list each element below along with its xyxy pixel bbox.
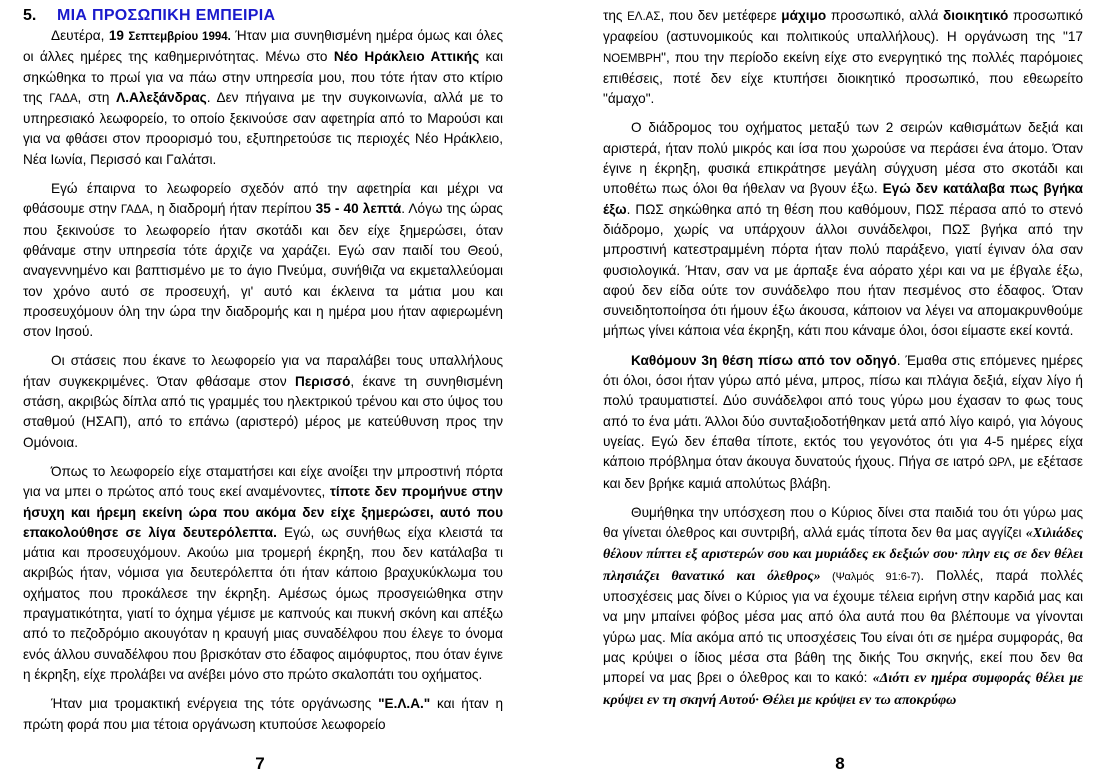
chapter-title: ΜΙΑ ΠΡΟΣΩΠΙΚΗ ΕΜΠΕΙΡΙΑ bbox=[57, 7, 276, 24]
paragraph: Όπως το λεωφορείο είχε σταματήσει και είχε ανοίξει την μπροστινή πόρτα για να μπει ο πρώτος από τους εκεί αναμένοντες, τίποτε δεν προμήνυε στην ήσυχη και ήρεμη εκείνη ώρα που ακόμα δεν είχε ξημερώσει, αυτό που επακολούθησε σε λίγα δευτερόλεπτα. Εγώ, ως συνήθως είχα κλειστά τα μάτια και προσευχόμουν. Ακούω μια τρομερή έκρηξη, που δεν κατάλαβα τι ακριβώς ήταν, νόμισα για δευτερόλεπτα ότι ήταν κάποιο βραχυκύκλωμα του οχήματος που προκάλεσε την έκρηξη. Αμέσως όμως προσγειώθηκα στην πραγματικότητα, γιατί το όχημα γέμισε με καπνούς και πυκνή σκόνη και απέξω από το πεζοδρόμιο ακουγόταν η κραυγή μιας συναδέλφου που έλεγε το όνομα ενός άλλου συναδέλφου που βρισκόταν στο έδαφος αιμόφυρτος, που όταν έγινε η έκρηξη, είχε προλάβει να ανέβει μόνο στο πρώτο σκαλοπάτι του οχήματος. bbox=[23, 463, 503, 682]
paragraph: Θυμήθηκα την υπόσχεση που ο Κύριος δίνει στα παιδιά του ότι γύρω μας θα γίνεται όλεθρος και συντριβή, αλλά εμάς τίποτα δεν θα μας αγγίζει «Χιλιάδες θέλουν πίπτει εξ αριστερών σου και μυριάδες εκ δεξιών σου· πλην εις σε δεν θέλει πλησιάζει θανατικό και όλεθρος» (Ψαλμός 91:6-7). Πολλές, παρά πολλές υποσχέσεις μας δίνει ο Κύριος για να έχουμε τέλεια ειρήνη στην καρδιά μας και να μην μπαίνει φόβος μέσα μας από όλα αυτά που θα βλέπουμε να γίνονται γύρω μας. Μία ακόμα από τις υποσχέσεις Του είναι ότι σε ημέρα συμφοράς, θα μας κρύψει ο ίδιος μέσα στα βάθη της δικής Του σκηνής, εκεί που δεν θα μπορεί να μας βρει ο όλεθρος και το κακό: «Διότι εν ημέρα συμφοράς θέλει με κρύψει εν τη σκηνή Αυτού· Θέλει με κρύψει εν τω αποκρύφω bbox=[603, 504, 1083, 708]
paragraph: Εγώ έπαιρνα το λεωφορείο σχεδόν από την αφετηρία και μέχρι να φθάσουμε στην ΓΑΔΑ, η διαδρομή ήταν περίπου 35 - 40 λεπτά. Λόγω της ώρας που ξεκινούσε το λεωφορείο ήταν σκοτάδι και δεν είχε ξημερώσει, όταν φθάναμε στην υπηρεσία τότε άρχιζε να χαράζει. Εγώ σαν παιδί του Θεού, αναγεννημένο και βαπτισμένο με το άγιο Πνεύμα, συνήθιζα να εκμεταλλεύομαι τον χρόνο αυτό σε προσευχή, γι' αυτό και έκλεινα τα μάτια μου και προσευχόμουν όλη την ώρα την διαδρομής και η ημέρα μου ήταν αφιερωμένη στον Ιησού. bbox=[23, 181, 503, 340]
chapter-heading bbox=[23, 6, 503, 26]
paragraph: Δευτέρα, 19 Σεπτεμβρίου 1994. Ήταν μια συνηθισμένη ημέρα όμως και όλες οι άλλες ημέρες της καθημερινότητας. Μένω στο Νέο Ηράκλειο Αττικής και σηκώθηκα το πρωί για να πάω στην υπηρεσία μου, που τότε ήταν στο κτίριο της ΓΑΔΑ, στη Λ.Αλεξάνδρας. Δεν πήγαινα με την συγκοινωνία, αλλά με το υπηρεσιακό λεωφορείο, το οποίο ξεκινούσε σαν αφετηρία από το Μαρούσι και για να φθάσει στον προορισμό του, εξυπηρετούσε τις περιοχές Νέο Ηράκλειο, Νέα Ιωνία, Περισσό και Γαλάτσι. bbox=[23, 28, 504, 167]
paragraph: Καθόμουν 3η θέση πίσω από τον οδηγό. Έμαθα στις επόμενες ημέρες ότι όλοι, όσοι ήταν γύρω από μένα, μπρος, πίσω και πλάγια δεξιά, είχαν λίγο ή πολύ τραυματιστεί. Δύο συνάδελφοι από τους γύρω μου έχασαν το φως τους από το ένα μάτι. Άλλοι δύο συνταξιοδοτήθηκαν μετά από λίγο καιρό, για λόγους υγείας. Εγώ δεν έπαθα τίποτε, εκτός του γεγονότος ότι για 4-5 ημέρες είχα κάποιο πρόβλημα όταν άκουγα δυνατούς ήχους. Πήγα σε ιατρό ΩΡΛ, με εξέτασε και δεν βρήκε καμιά απολύτως βλάβη. bbox=[603, 352, 1083, 491]
scripture-quote: «Χιλιάδες θέλουν πίπτει εξ αριστερών σου και μυριάδες εκ δεξιών σου· πλην εις σε δεν θέλει πλησιάζει θανατικό και όλεθρος» bbox=[603, 526, 1083, 584]
paragraph: της ΕΛ.ΑΣ, που δεν μετέφερε μάχιμο προσωπικό, αλλά διοικητικό προσωπικό γραφείου (αστυνομικούς και πολιτικούς υπαλλήλους). Η οργάνωση της "17 ΝΟΕΜΒΡΗ", που την περίοδο εκείνη είχε στο ενεργητικό της πολλές παρόμοιες επιθέσεις, ποτέ δεν είχε κτυπήσει διοικητικό προσωπικό, που εθεωρείτο "άμαχο". bbox=[603, 8, 1083, 107]
right-page bbox=[603, 0, 1083, 780]
paragraph: Ο διάδρομος του οχήματος μεταξύ των 2 σειρών καθισμάτων δεξιά και αριστερά, ήταν πολύ μικρός και ίσα που χωρούσε να περάσει ένα άτομο. Όταν έγινε η έκρηξη, φυσικά επικράτησε μεγάλη σύγχυση μέσα στο σκοτάδι και υποθέτω πως όλοι θα ήθελαν να βγουν έξω. Εγώ δεν κατάλαβα πως βγήκα έξω. ΠΩΣ σηκώθηκα από τη θέση που καθόμουν, ΠΩΣ πέρασα από το στενό διάδρομο, χωρίς να υπάρχουν άλλοι συνάδελφοι, ΠΩΣ βγήκα από την μπροστινή κατεστραμμένη πόρτα ήταν πολύ παράξενο, γιατί έγιναν όλα σαν φυσιολογικά. Ήταν, σαν να με άρπαξε ένα αόρατο χέρι και να με έβγαλε έξω, αφού δεν είδα ούτε τον συνάδελφο που ήταν πεσμένος στο έδαφος. Όταν συνειδητοποίησα ότι ήμουν έξω άκουσα, κάποιον να λέγει να απομακρυνθούμε μήπως γίνει κάποια νέα έκρηξη, κάτι που κάναμε όλοι, όσοι είμαστε εκεί κοντά. bbox=[603, 120, 1084, 339]
page-number-left: 7 bbox=[255, 754, 265, 773]
scripture-quote: «Διότι εν ημέρα συμφοράς θέλει με κρύψει εν τη σκηνή Αυτού· Θέλει με κρύψει εν τω αποκρύφω bbox=[603, 671, 1083, 708]
left-page bbox=[23, 0, 503, 780]
left-page-text bbox=[23, 6, 503, 735]
page-number-right: 8 bbox=[835, 754, 845, 773]
paragraph: Οι στάσεις που έκανε το λεωφορείο για να παραλάβει τους υπαλλήλους ήταν συγκεκριμένες. Όταν φθάσαμε στον Περισσό, έκανε τη συνηθισμένη στάση, ακριβώς δίπλα από τις γραμμές του ηλεκτρικού τρένου και στο ύψος του σταθμού (ΗΣΑΠ), από το επάνω (αριστερό) μέρος με κατεύθυνση προς την Ομόνοια. bbox=[23, 353, 503, 450]
paragraph: Ήταν μια τρομακτική ενέργεια της τότε οργάνωσης "Ε.Λ.Α." και ήταν η πρώτη φορά που μια τέτοια οργάνωση κτυπούσε λεωφορείο bbox=[23, 696, 504, 732]
chapter-number: 5. bbox=[23, 7, 37, 24]
right-page-text bbox=[603, 6, 1083, 711]
